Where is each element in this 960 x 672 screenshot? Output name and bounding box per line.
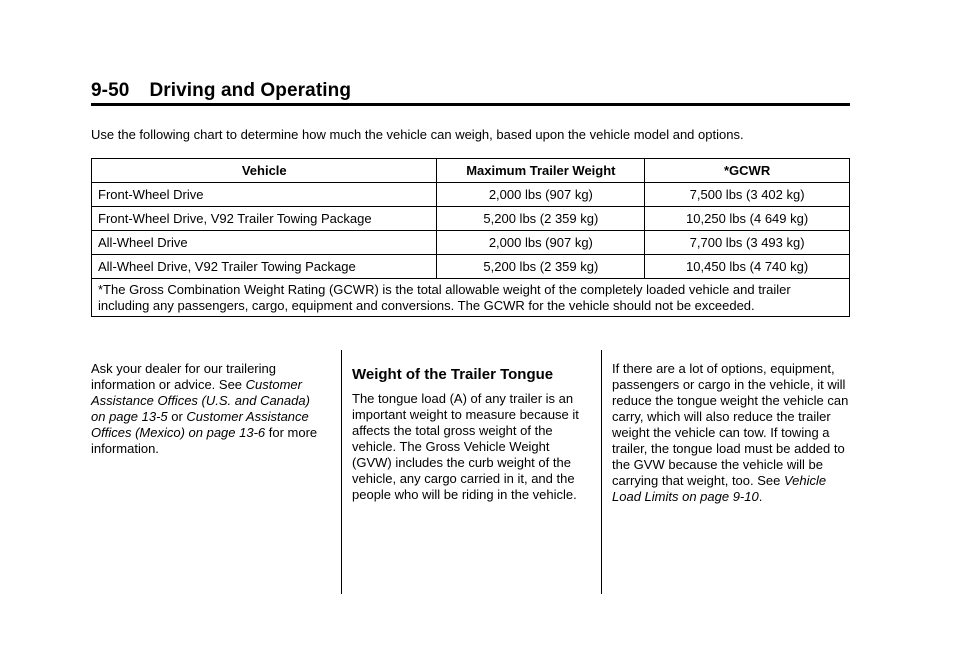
- vehicle-cell: Front-Wheel Drive, V92 Trailer Towing Package: [92, 207, 437, 231]
- intro-text: Use the following chart to determine how much the vehicle can weigh, based upon the vehicle model and options.: [91, 127, 744, 142]
- gcwr-cell: 7,700 lbs (3 493 kg): [645, 231, 850, 255]
- gcwr-cell: 10,250 lbs (4 649 kg): [645, 207, 850, 231]
- page-number: 9-50: [91, 80, 130, 101]
- section-title: Driving and Operating: [149, 80, 352, 101]
- vehicle-cell: Front-Wheel Drive: [92, 183, 437, 207]
- options-column: [612, 361, 852, 505]
- advice-text: or: [167, 409, 187, 424]
- customer-assistance-mexico-link[interactable]: Customer Assistance Offices (Mexico) on page 13-6: [91, 409, 309, 440]
- advice-text: Ask your dealer for our trailering information or advice. See: [91, 361, 276, 392]
- options-text: If there are a lot of options, equipment, passengers or cargo in the vehicle, it will reduce the tongue weight the vehicle can carry, which will also reduce the trailer weight the vehicle can tow. If towing a trailer, the tongue load must be added to the GVW because the vehicle will be carrying that weight, too. See: [612, 361, 849, 488]
- trailer-weight-cell: 5,200 lbs (2 359 kg): [437, 255, 645, 279]
- tongue-weight-column: [352, 366, 584, 503]
- options-paragraph: [612, 361, 852, 505]
- table-row: [92, 255, 850, 279]
- page-header: [91, 80, 351, 102]
- table-row: [92, 231, 850, 255]
- gcwr-cell: 7,500 lbs (3 402 kg): [645, 183, 850, 207]
- customer-assistance-us-link[interactable]: Customer Assistance Offices (U.S. and Canada) on page 13-5: [91, 377, 310, 424]
- dealer-advice-column: [91, 361, 321, 457]
- column-divider: [601, 350, 602, 594]
- header-vehicle: Vehicle: [92, 159, 437, 183]
- column-divider: [341, 350, 342, 594]
- trailer-weight-cell: 2,000 lbs (907 kg): [437, 231, 645, 255]
- options-text: .: [758, 489, 763, 504]
- vehicle-load-limits-link[interactable]: Vehicle Load Limits on page 9-10: [612, 473, 827, 504]
- gcwr-cell: 10,450 lbs (4 740 kg): [645, 255, 850, 279]
- table-header-row: [92, 159, 850, 183]
- table-footnote-row: [92, 279, 850, 317]
- vehicle-cell: All-Wheel Drive, V92 Trailer Towing Package: [92, 255, 437, 279]
- header-rule: [91, 103, 850, 106]
- vehicle-cell: All-Wheel Drive: [92, 231, 437, 255]
- table-row: [92, 183, 850, 207]
- trailer-weight-cell: 2,000 lbs (907 kg): [437, 183, 645, 207]
- header-max-trailer-weight: Maximum Trailer Weight: [437, 159, 645, 183]
- trailer-weight-cell: 5,200 lbs (2 359 kg): [437, 207, 645, 231]
- tongue-weight-paragraph: The tongue load (A) of any trailer is an important weight to measure because it affects the total gross weight of the vehicle. The Gross Vehicle Weight (GVW) includes the curb weight of the vehicle, any cargo carried in it, and the people who will be riding in the vehicle.: [352, 391, 579, 502]
- trailer-weight-table: [91, 158, 850, 317]
- tongue-weight-heading: Weight of the Trailer Tongue: [352, 366, 554, 383]
- table-row: [92, 207, 850, 231]
- header-gcwr: *GCWR: [645, 159, 850, 183]
- dealer-advice-paragraph: [91, 361, 321, 457]
- advice-text: for more information.: [91, 425, 318, 456]
- gcwr-footnote: *The Gross Combination Weight Rating (GCWR) is the total allowable weight of the completely loaded vehicle and trailer including any passengers, cargo, equipment and conversions. The GCWR for the vehicle should not be exceeded.: [92, 279, 850, 317]
